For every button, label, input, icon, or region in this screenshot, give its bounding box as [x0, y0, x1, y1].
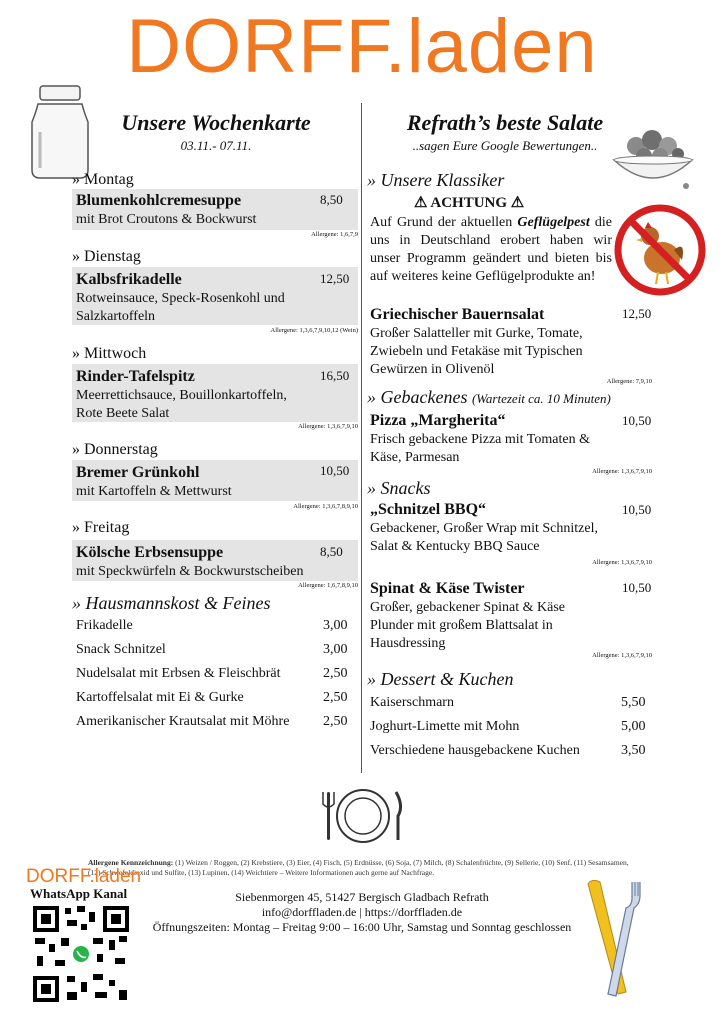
list-price: 2,50: [323, 666, 348, 681]
right-title: Refrath’s beste Salate: [406, 110, 604, 135]
item-title: Blumenkohlcremesuppe: [76, 192, 242, 209]
item-desc: mit Kartoffeln & Mettwurst: [76, 484, 232, 499]
item-price: 8,50: [320, 544, 343, 559]
qr-code[interactable]: [31, 904, 131, 1004]
item-allergen: Allergene: 1,3,6,7,8,9,10: [293, 503, 358, 510]
address: Siebenmorgen 45, 51427 Bergisch Gladbach Refrath: [235, 890, 489, 904]
footer-brand: DORFF.laden: [26, 866, 142, 887]
item-title: Bremer Grünkohl: [76, 464, 200, 481]
list-price: 5,00: [621, 719, 646, 734]
list-item: Verschiedene hausgebackene Kuchen: [370, 743, 580, 758]
achtung-text: Auf Grund der aktuellen Geflügelpest die uns in Deutschland erobert haben wir unser Programm geändert und bieten bis auf weiteres keine Geflügelprodukte an!: [370, 215, 613, 284]
item-price: 8,50: [320, 192, 343, 207]
item-price: 10,50: [622, 580, 652, 595]
list-item: Amerikanischer Krautsalat mit Möhre: [76, 714, 290, 729]
list-price: 5,50: [621, 695, 646, 710]
list-price: 3,00: [323, 642, 348, 657]
list-item: Kartoffelsalat mit Ei & Gurke: [76, 690, 244, 705]
list-item: Frikadelle: [76, 618, 133, 633]
section-heading-klassiker: » Unsere Klassiker: [367, 170, 505, 190]
item-allergen: Allergene: 1,3,6,7,9,10: [592, 559, 652, 566]
item-price: 10,50: [320, 463, 350, 478]
item-desc: Großer, gebackener Spinat & Käse Plunder mit großem Blattsalat in Hausdressing: [370, 600, 565, 651]
item-price: 10,50: [622, 413, 652, 428]
item-title: Griechischer Bauernsalat: [370, 306, 545, 323]
list-item: Nudelsalat mit Erbsen & Fleischbrät: [76, 666, 281, 681]
plate-cutlery-icon: [318, 786, 408, 846]
item-allergen: Allergene: 1,3,6,7,9,10: [592, 468, 652, 475]
item-allergen: Allergene: 1,6,7,9: [311, 231, 358, 238]
item-allergen: Allergene: 1,3,6,7,9,10,12 (Wein): [270, 327, 358, 334]
item-title: Rinder-Tafelspitz: [76, 368, 195, 385]
item-price: 10,50: [622, 502, 652, 517]
item-price: 16,50: [320, 368, 350, 383]
fork-knife-icon: [574, 876, 654, 1006]
achtung-title: ⚠ ACHTUNG ⚠: [414, 195, 525, 211]
salad-bowl-icon: [608, 118, 698, 192]
list-price: 2,50: [323, 690, 348, 705]
left-dates: 03.11.- 07.11.: [180, 138, 252, 153]
allergen-key: Allergene Kennzeichnung: (1) Weizen / Roggen, (2) Krebstiere, (3) Eier, (4) Fisch, (5) Erdnüsse, (6) Soja, (7) Milch, (8) Schalenfrüchte, (9) Sellerie, (10) Senf, (11) Sesamsamen, (12) Schwefeldioxid und Sulfite, (13) Lupinen, (14) Weichtiere – Weitere Informationen auch gerne auf Nachfrage.: [88, 858, 629, 877]
list-item: Snack Schnitzel: [76, 642, 166, 657]
no-poultry-icon: [612, 200, 708, 300]
item-price: 12,50: [622, 306, 652, 321]
section-heading-snacks: » Snacks: [367, 478, 431, 498]
section-heading-gebackenes: » Gebackenes (Wartezeit ca. 10 Minuten): [367, 387, 611, 407]
section-heading-hausmann: » Hausmannskost & Feines: [72, 593, 271, 613]
day-label: » Montag: [72, 171, 134, 188]
item-title: „Schnitzel BBQ“: [370, 501, 487, 518]
list-price: 2,50: [323, 714, 348, 729]
item-allergen: Allergene: 1,3,6,7,9,10: [298, 423, 358, 430]
item-title: Kölsche Erbsensuppe: [76, 544, 224, 561]
item-allergen: Allergene: 1,6,7,8,9,10: [298, 582, 358, 589]
list-price: 3,50: [621, 743, 646, 758]
left-title: Unsere Wochenkarte: [121, 110, 311, 135]
day-label: » Donnerstag: [72, 441, 158, 458]
day-label: » Freitag: [72, 519, 130, 536]
item-price: 12,50: [320, 271, 350, 286]
opening-hours: Öffnungszeiten: Montag – Freitag 9:00 – 16:00 Uhr, Samstag und Sonntag geschlossen: [152, 920, 572, 934]
item-desc: Großer Salatteller mit Gurke, Tomate, Zwiebeln und Fetakäse mit Typischen Gewürzen in Olivenöl: [370, 326, 583, 377]
day-label: » Mittwoch: [72, 345, 147, 362]
brand-logo: DORFF.laden: [126, 4, 598, 89]
list-item: Joghurt-Limette mit Mohn: [370, 719, 520, 734]
item-desc: Gebackener, Großer Wrap mit Schnitzel, Salat & Kentucky BBQ Sauce: [370, 521, 598, 554]
item-desc: Frisch gebackene Pizza mit Tomaten & Käse, Parmesan: [370, 432, 590, 465]
item-title: Pizza „Margherita“: [370, 412, 506, 429]
section-heading-dessert: » Dessert & Kuchen: [367, 669, 514, 689]
item-title: Kalbsfrikadelle: [76, 271, 182, 288]
contact-info[interactable]: info@dorffladen.de | https://dorffladen.de: [261, 905, 463, 919]
list-item: Kaiserschmarn: [370, 695, 454, 710]
item-desc: Meerrettichsauce, Bouillonkartoffeln, Rote Beete Salat: [76, 388, 287, 421]
item-title: Spinat & Käse Twister: [370, 580, 525, 597]
day-label: » Dienstag: [72, 248, 141, 265]
item-allergen: Allergene: 7,9,10: [606, 378, 652, 385]
item-desc: mit Brot Croutons & Bockwurst: [76, 212, 257, 227]
jar-icon: [26, 82, 94, 182]
item-allergen: Allergene: 1,3,6,7,9,10: [592, 652, 652, 659]
item-desc: mit Speckwürfeln & Bockwurstscheiben: [76, 564, 304, 579]
list-price: 3,00: [323, 618, 348, 633]
whatsapp-label: WhatsApp Kanal: [30, 886, 128, 901]
column-divider: [361, 103, 362, 773]
item-desc: Rotweinsauce, Speck-Rosenkohl und Salzkartoffeln: [76, 291, 285, 324]
right-subtitle: ..sagen Eure Google Bewertungen..: [412, 138, 598, 153]
